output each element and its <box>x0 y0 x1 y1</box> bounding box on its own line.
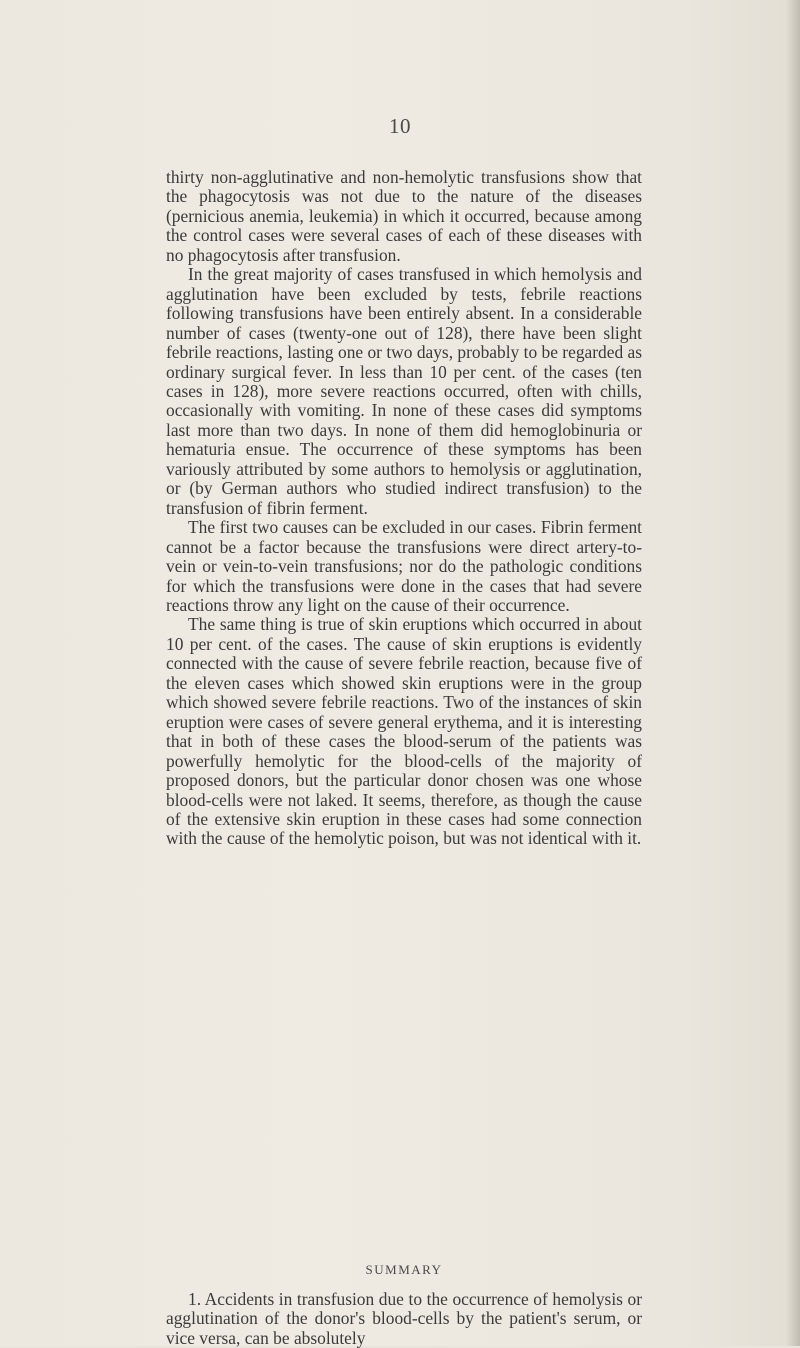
paragraph-skin-eruptions: The same thing is true of skin eruptions which occurred in about 10 per cent. of the cases. The cause of skin eruptions is evidently connected with the cause of severe febrile reaction, because five of the eleven cases which showed skin eruptions were in the group which showed severe febrile reactions. Two of the instances of skin eruption were cases of severe general erythema, and it is interesting that in both of these cases the blood-serum of the patients was powerfully hemolytic for the blood-cells of the majority of proposed donors, but the particular donor chosen was one whose blood-cells were not laked. It seems, therefore, as though the cause of the extensive skin eruption in these cases had some connection with the cause of the hemolytic poison, but was not identical with it. <box>166 614 642 849</box>
paragraph-febrile-reactions: In the great majority of cases transfused in which hemolysis and agglutination have been excluded by tests, febrile reactions following transfusions have been entirely absent. In a considerable number of cases (twenty-one out of 128), there have been slight febrile reactions, lasting one or two days, probably to be regarded as ordinary surgical fever. In less than 10 per cent. of the cases (ten cases in 128), more severe reactions occurred, often with chills, occasionally with vomiting. In none of these cases did symptoms last more than two days. In none of them did hemoglobinuria or hematuria ensue. The occurrence of these symptoms has been variously attributed by some authors to hemolysis or agglutination, or (by German authors who studied indirect transfusion) to the transfusion of fibrin ferment. <box>166 264 642 518</box>
paragraph-continuation: thirty non-agglutinative and non-hemolytic transfusions show that the phagocytosis was not due to the nature of the diseases (pernicious anemia, leukemia) in which it occurred, because among the control cases were several cases of each of these diseases with no phagocytosis after transfusion. <box>166 167 642 265</box>
summary-heading: SUMMARY <box>365 1262 443 1277</box>
page-edge-shadow <box>786 0 800 1346</box>
summary-item: 1. Accidents in transfusion due to the occurrence of hemolysis or agglutination of the donor's blood-cells by the patient's serum, or vice versa, can be absolutely <box>166 1289 642 1348</box>
page-number: 10 <box>389 114 411 138</box>
summary-text <box>166 1290 642 1348</box>
paragraph-causes-excluded: The first two causes can be excluded in our cases. Fibrin ferment cannot be a factor because the transfusions were direct artery-to-vein or vein-to-vein transfusions; nor do the pathologic conditions for which the transfusions were done in the cases that had severe reactions throw any light on the cause of their occurrence. <box>166 517 642 615</box>
body-text <box>166 168 642 849</box>
